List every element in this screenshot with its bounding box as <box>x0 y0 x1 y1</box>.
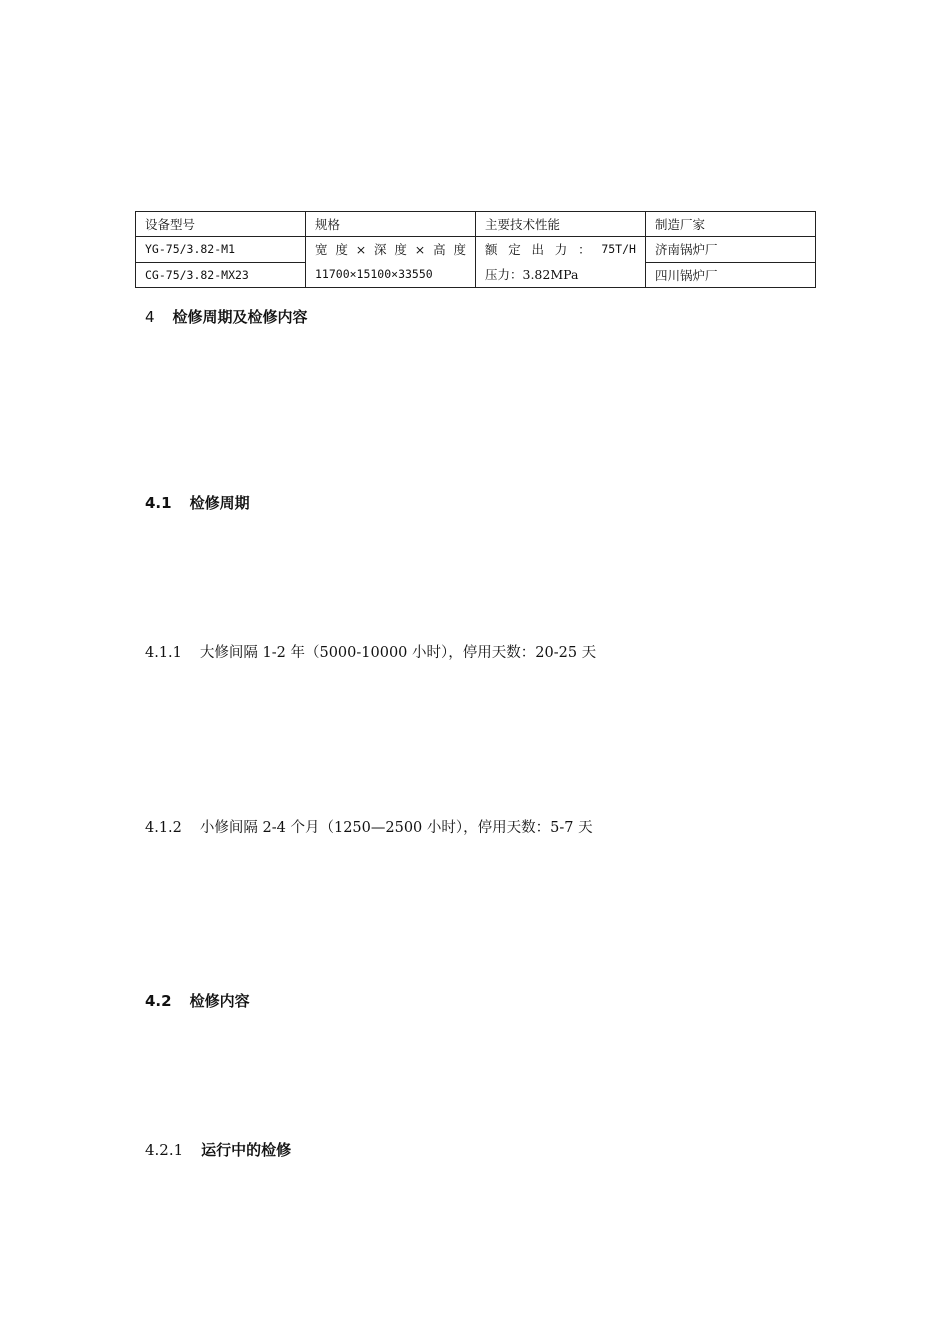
spec-dimensions-value: 11700×15100×33550 <box>315 267 433 281</box>
spec-cell <box>306 237 476 288</box>
section-heading-4-1: 4.1 检修周期 <box>145 494 250 512</box>
pressure: 压力：3.82MPa <box>485 267 579 282</box>
header-model: 设备型号 <box>136 212 306 237</box>
section-heading-4-2: 4.2 检修内容 <box>145 992 250 1010</box>
header-manufacturer: 制造厂家 <box>646 212 816 237</box>
equipment-table <box>135 211 816 288</box>
spec-dimensions-label: 宽 度 × 深 度 × 高 度 <box>315 242 466 257</box>
paragraph-4-1-2: 4.1.2 小修间隔 2-4 个月（1250—2500 小时），停用天数：5-7 天 <box>145 820 593 836</box>
manufacturer-cell: 济南锅炉厂 <box>646 237 816 263</box>
paragraph-4-1-1: 4.1.1 大修间隔 1-2 年（5000-10000 小时），停用天数：20-25 天 <box>145 645 597 661</box>
section-heading-4: 4 检修周期及检修内容 <box>145 308 308 326</box>
manufacturer-cell: 四川锅炉厂 <box>646 262 816 288</box>
header-performance: 主要技术性能 <box>476 212 646 237</box>
header-spec: 规格 <box>306 212 476 237</box>
model-cell: CG-75/3.82-MX23 <box>136 262 306 288</box>
performance-cell <box>476 237 646 288</box>
table-row <box>136 237 816 263</box>
rated-output: 额 定 出 力 ： 75T/H <box>485 242 636 257</box>
model-cell: YG-75/3.82-M1 <box>136 237 306 263</box>
section-heading-4-2-1: 4.2.1 运行中的检修 <box>145 1141 292 1159</box>
table-header-row <box>136 212 816 237</box>
